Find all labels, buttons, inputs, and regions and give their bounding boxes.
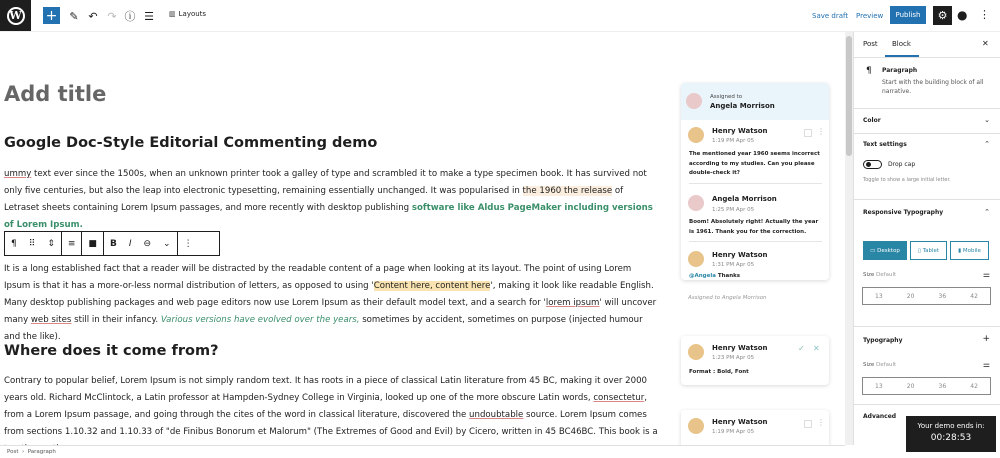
typography-panel-toggle[interactable]: Typography xyxy=(863,337,903,344)
paragraph-3[interactable]: Contrary to popular belief, Lorem Ipsum is not simply random text. It has roots in a piece of classical Latin literature from 45 BC, making it over 2000 years old. Richard McClintock, a Latin professor at Hampden-Sydney College in Virginia, looked up one of the more obscure Latin words, consectetur, from a Lorem Ipsum passage, and going through the cites of the word in classical literature, discovered the undoubtable source. Lorem Ipsum comes from sections 1.10.32 and 1.10.33 of "de Finibus Bonorum et Malorum" (The Extremes of Good and Evil) by Cicero, written in 45 BC46BC. This book is a xyxy=(4,376,658,437)
tablet-icon: ▯ xyxy=(917,247,923,254)
divider xyxy=(689,241,822,242)
avatar xyxy=(688,251,704,267)
resolve-checkbox[interactable] xyxy=(804,420,812,428)
drag-handle-icon[interactable]: ⠿ xyxy=(28,238,36,249)
divider xyxy=(854,57,1000,58)
commented-text[interactable]: Content here, content here xyxy=(373,281,491,291)
breadcrumb-post[interactable]: Post xyxy=(7,449,19,455)
scrollbar-thumb[interactable] xyxy=(846,36,852,156)
add-comment-icon[interactable]: ■ xyxy=(88,238,97,249)
sliders-icon[interactable]: ⚌ xyxy=(982,270,990,279)
chevron-down-icon[interactable]: ⌄ xyxy=(984,116,990,124)
resolve-checkbox[interactable] xyxy=(804,129,812,137)
avatar xyxy=(688,127,704,143)
avatar xyxy=(686,93,702,109)
comment-menu-icon[interactable]: ⋮ xyxy=(817,127,825,136)
advanced-panel-toggle[interactable]: Advanced xyxy=(863,413,897,420)
top-toolbar xyxy=(0,0,1000,32)
comment-thread-card[interactable]: Assigned to Angela Morrison Henry Watson 1:19 PM Apr 05 ⋮ The mentioned year 1960 seems incorrect according to my studies. Can you please double-check it? Angela Morrison 1:25 PM Apr 05 Boom! Absolutely right! Actually the year is 1961. Thank you for the correction. Henry Watson 1:31 PM Apr 05 @Angela Thanks xyxy=(681,83,829,280)
publish-button[interactable]: Publish xyxy=(890,6,926,24)
avatar xyxy=(688,418,704,434)
divider xyxy=(689,183,822,184)
breadcrumb-separator-icon: › xyxy=(20,449,26,455)
comment-menu-icon[interactable]: ⋮ xyxy=(817,418,825,427)
close-icon[interactable]: ✕ xyxy=(982,39,989,48)
list-view-icon[interactable]: ☰ xyxy=(144,9,154,23)
suggestion-card[interactable]: Henry Watson 1:23 PM Apr 05 ✓ ✕ Format : Bold, Font xyxy=(681,336,829,385)
undo-icon[interactable]: ↶ xyxy=(88,9,98,23)
redo-icon[interactable]: ↷ xyxy=(107,9,117,23)
text-settings-panel-toggle[interactable]: Text settings xyxy=(863,141,907,148)
tab-block[interactable]: Block xyxy=(892,40,911,48)
save-draft-button[interactable]: Save draft xyxy=(812,12,849,20)
divider xyxy=(854,199,1000,200)
color-panel-toggle[interactable]: Color xyxy=(863,117,881,124)
font-size-picker[interactable]: 13 20 36 42 xyxy=(862,377,991,395)
settings-sidebar: Post Block ✕ ¶ Paragraph Start with the building block of all narrative. Color ⌄ Text settings ⌃ Drop cap Toggle to show a large initial letter. Responsive Typography ⌃ ▭ Desktop ▯ Tablet ▮ Mobile Size Default ⚌ 13 20 36 42 Typography + Size Default ⚌ 13 20 36 42 Advanced xyxy=(853,32,1000,445)
device-tablet-button[interactable]: ▯ Tablet xyxy=(910,241,947,260)
link-icon[interactable]: ⊖ xyxy=(143,238,152,249)
demo-timer: Your demo ends in: 00:28:53 xyxy=(906,416,996,452)
tab-post[interactable]: Post xyxy=(863,40,878,48)
drop-cap-toggle[interactable] xyxy=(863,160,882,169)
sliders-icon[interactable]: ⚌ xyxy=(982,360,990,369)
italic-button[interactable]: I xyxy=(128,238,132,249)
heading-1[interactable]: Google Doc-Style Editorial Commenting demo xyxy=(4,135,378,151)
editor-canvas xyxy=(0,32,845,445)
divider xyxy=(854,108,1000,109)
comment-bubble-icon[interactable]: ● xyxy=(957,8,968,22)
chevron-up-icon[interactable]: ⌃ xyxy=(984,140,990,148)
paragraph-1[interactable]: ummy text ever since the 1500s, when an unknown printer took a galley of type and scrambled it to make a type specimen book. It has survived not only five centuries, but also the leap into electronic typesetting, remaining essentially unchanged. It was popularised in the 1960 the release of Letraset sheets containing Lorem Ipsum passages, and more recently with desktop publishing software like Aldus PageMaker including versions of Lorem Ipsum. xyxy=(4,169,653,230)
assigned-header: Assigned to Angela Morrison xyxy=(681,83,829,120)
chevron-down-icon[interactable]: ⌄ xyxy=(163,238,171,249)
more-options-icon[interactable]: ⋮ xyxy=(979,8,990,21)
avatar xyxy=(688,344,704,360)
move-icon[interactable]: ⇕ xyxy=(47,238,55,249)
device-mobile-button[interactable]: ▮ Mobile xyxy=(950,241,989,260)
commented-text[interactable]: the 1960 the release xyxy=(522,186,613,196)
heading-2[interactable]: Where does it come from? xyxy=(4,343,219,359)
paragraph-icon[interactable]: ¶ xyxy=(11,238,17,249)
wordpress-logo[interactable]: W xyxy=(0,0,31,31)
layouts-icon: ▥ xyxy=(169,10,176,18)
divider xyxy=(854,326,1000,327)
pencil-icon[interactable]: ✎ xyxy=(69,9,79,23)
reject-x-icon[interactable]: ✕ xyxy=(813,344,820,353)
block-breadcrumb xyxy=(0,445,845,458)
layouts-button[interactable]: ▥ Layouts xyxy=(169,10,207,18)
align-icon[interactable]: ≡ xyxy=(67,238,76,249)
post-title-input[interactable]: Add title xyxy=(4,82,107,106)
divider xyxy=(854,133,1000,134)
chevron-up-icon[interactable]: ⌃ xyxy=(984,208,990,216)
options-icon[interactable]: ⋮ xyxy=(183,238,193,249)
breadcrumb-paragraph[interactable]: Paragraph xyxy=(27,449,56,455)
assigned-footer: Assigned to Angela Morrison xyxy=(688,295,767,301)
desktop-icon: ▭ xyxy=(870,247,878,254)
settings-gear-icon[interactable]: ⚙ xyxy=(933,6,952,25)
accept-check-icon[interactable]: ✓ xyxy=(798,344,805,353)
plus-icon[interactable]: + xyxy=(982,334,990,344)
font-size-picker[interactable]: 13 20 36 42 xyxy=(862,287,991,305)
comment-thread-card[interactable]: Henry Watson 1:19 PM Apr 05 ⋮ xyxy=(681,410,829,445)
responsive-typography-toggle[interactable]: Responsive Typography xyxy=(863,209,944,216)
preview-button[interactable]: Preview xyxy=(856,12,884,20)
mention[interactable]: @Angela xyxy=(689,273,716,279)
bold-button[interactable]: B xyxy=(109,238,117,249)
block-toolbar xyxy=(4,231,220,256)
mobile-icon: ▮ xyxy=(958,247,963,254)
avatar xyxy=(688,195,704,211)
paragraph-icon: ¶ xyxy=(866,66,872,76)
paragraph-2[interactable]: It is a long established fact that a reader will be distracted by the readable content of a page when looking at its layout. The point of using Lorem Ipsum is that it has a more-or-less normal distribution of letters, as opposed to using 'Content here, content here', making it look like readable English. Many desktop publishing packages and web page editors now use Lorem Ipsum as their default model text, and a search for 'lorem ipsum' will uncover many web sites still in their infancy. Various versions have evolved over the years, sometimes by accident, sometimes on purpose (injected humour and the like). xyxy=(4,264,657,342)
info-icon[interactable]: ⓘ xyxy=(124,10,136,23)
device-desktop-button[interactable]: ▭ Desktop xyxy=(863,241,907,260)
add-block-button[interactable]: + xyxy=(43,7,60,24)
divider xyxy=(854,404,1000,405)
